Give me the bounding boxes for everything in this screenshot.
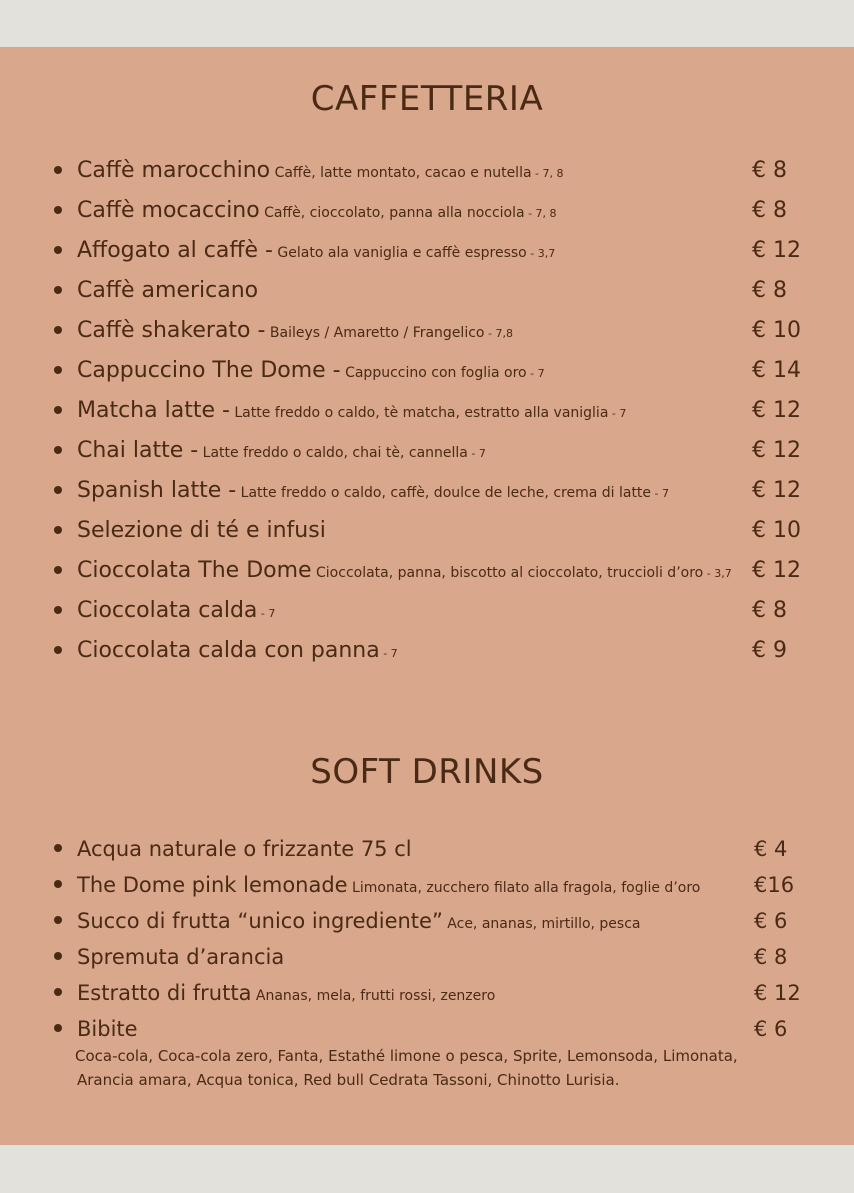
item-name: Spremuta d’arancia xyxy=(77,945,285,969)
item-price: € 6 xyxy=(754,909,788,933)
item-name: Cappuccino The Dome - xyxy=(77,358,341,383)
item-price: € 8 xyxy=(752,278,787,303)
item-name: Spanish latte - xyxy=(77,478,237,503)
item-price: € 12 xyxy=(752,238,801,263)
list-item xyxy=(0,633,854,673)
item-name: Acqua naturale o frizzante 75 cl xyxy=(77,837,412,861)
list-item xyxy=(0,867,854,903)
item-name: Affogato al caffè - xyxy=(77,238,273,263)
item-price: € 14 xyxy=(752,358,801,383)
list-item xyxy=(0,513,854,553)
item-name: Estratto di frutta xyxy=(77,981,252,1005)
item-name: Bibite xyxy=(77,1017,138,1041)
item-allergens: - 7 xyxy=(526,367,545,380)
item-price: € 12 xyxy=(752,558,801,583)
soft-drinks-list xyxy=(0,831,854,1047)
item-description: Latte freddo o caldo, caffè, doulce de leche, crema di latte xyxy=(236,485,652,501)
bullet-icon xyxy=(54,366,62,374)
list-item xyxy=(0,939,854,975)
list-item xyxy=(0,313,854,353)
list-item xyxy=(0,1011,854,1047)
item-description: Ananas, mela, frutti rossi, zenzero xyxy=(251,988,496,1004)
item-description: Baileys / Amaretto / Frangelico xyxy=(265,325,485,341)
list-item xyxy=(0,193,854,233)
bullet-icon xyxy=(54,526,62,534)
item-price: € 10 xyxy=(752,318,801,343)
item-name: Cioccolata calda con panna xyxy=(77,638,380,663)
item-price: € 12 xyxy=(754,981,801,1005)
item-allergens: - 7, 8 xyxy=(531,167,564,180)
item-description: Latte freddo o caldo, chai tè, cannella xyxy=(198,445,468,461)
item-allergens: - 7 xyxy=(651,487,670,500)
bullet-icon xyxy=(54,246,62,254)
item-description: Caffè, cioccolato, panna alla nocciola xyxy=(259,205,525,221)
list-item xyxy=(0,273,854,313)
item-price: € 10 xyxy=(752,518,801,543)
item-price: €16 xyxy=(754,873,795,897)
bullet-icon xyxy=(54,566,62,574)
item-name: Caffè americano xyxy=(77,278,259,303)
bibite-list-line-1: Coca-cola, Coca-cola zero, Fanta, Estathé limone o pesca, Sprite, Lemonsoda, Limonata, xyxy=(75,1047,738,1065)
list-item xyxy=(0,473,854,513)
item-price: € 8 xyxy=(754,945,788,969)
item-allergens: - 7,8 xyxy=(484,327,513,340)
bibite-list-line-2: Arancia amara, Acqua tonica, Red bull Cedrata Tassoni, Chinotto Lurisia. xyxy=(77,1071,620,1089)
bullet-icon xyxy=(54,880,62,888)
item-allergens: - 7 xyxy=(379,647,398,660)
list-item xyxy=(0,433,854,473)
bullet-icon xyxy=(54,406,62,414)
menu-page xyxy=(0,47,854,1145)
list-item xyxy=(0,393,854,433)
list-item xyxy=(0,153,854,193)
item-price: € 12 xyxy=(752,478,801,503)
caffetteria-list xyxy=(0,153,854,673)
item-name: Selezione di té e infusi xyxy=(77,518,326,543)
bullet-icon xyxy=(54,206,62,214)
item-description: Caffè, latte montato, cacao e nutella xyxy=(270,165,532,181)
item-allergens: - 3,7 xyxy=(526,247,556,260)
item-description: Limonata, zucchero filato alla fragola, foglie d’oro xyxy=(347,880,701,896)
bullet-icon xyxy=(54,646,62,654)
item-name: Cioccolata The Dome xyxy=(77,558,312,583)
item-name: Caffè mocaccino xyxy=(77,198,260,223)
item-description: Latte freddo o caldo, tè matcha, estratto alla vaniglia xyxy=(229,405,609,421)
bullet-icon xyxy=(54,1024,62,1032)
bullet-icon xyxy=(54,486,62,494)
bullet-icon xyxy=(54,988,62,996)
item-description: Cappuccino con foglia oro xyxy=(340,365,527,381)
item-price: € 8 xyxy=(752,158,787,183)
item-allergens: - 7, 8 xyxy=(524,207,557,220)
item-price: € 9 xyxy=(752,638,787,663)
list-item xyxy=(0,553,854,593)
item-allergens: - 7 xyxy=(257,607,276,620)
item-name: Caffè marocchino xyxy=(77,158,271,183)
item-description: Ace, ananas, mirtillo, pesca xyxy=(442,916,641,932)
list-item xyxy=(0,593,854,633)
item-price: € 4 xyxy=(754,837,788,861)
item-allergens: - 3,7 xyxy=(703,567,732,580)
item-name: Matcha latte - xyxy=(77,398,230,423)
list-item xyxy=(0,903,854,939)
item-price: € 8 xyxy=(752,598,787,623)
bullet-icon xyxy=(54,606,62,614)
section-title-caffetteria: CAFFETTERIA xyxy=(310,79,544,119)
item-description: Cioccolata, panna, biscotto al cioccolato, truccioli d’oro xyxy=(311,565,704,581)
item-price: € 8 xyxy=(752,198,787,223)
item-name: Chai latte - xyxy=(77,438,199,463)
list-item xyxy=(0,975,854,1011)
item-price: € 12 xyxy=(752,398,801,423)
list-item xyxy=(0,233,854,273)
bullet-icon xyxy=(54,326,62,334)
item-allergens: - 7 xyxy=(608,407,627,420)
list-item xyxy=(0,831,854,867)
bullet-icon xyxy=(54,166,62,174)
bullet-icon xyxy=(54,446,62,454)
item-name: Cioccolata calda xyxy=(77,598,258,623)
item-name: Caffè shakerato - xyxy=(77,318,266,343)
item-name: Succo di frutta “unico ingrediente” xyxy=(77,909,443,933)
item-name: The Dome pink lemonade xyxy=(77,873,348,897)
item-price: € 6 xyxy=(754,1017,788,1041)
item-price: € 12 xyxy=(752,438,801,463)
bullet-icon xyxy=(54,844,62,852)
bullet-icon xyxy=(54,286,62,294)
section-title-soft-drinks: SOFT DRINKS xyxy=(310,752,544,792)
item-allergens: - 7 xyxy=(467,447,486,460)
bullet-icon xyxy=(54,952,62,960)
bullet-icon xyxy=(54,916,62,924)
list-item xyxy=(0,353,854,393)
item-description: Gelato ala vaniglia e caffè espresso xyxy=(272,245,527,261)
